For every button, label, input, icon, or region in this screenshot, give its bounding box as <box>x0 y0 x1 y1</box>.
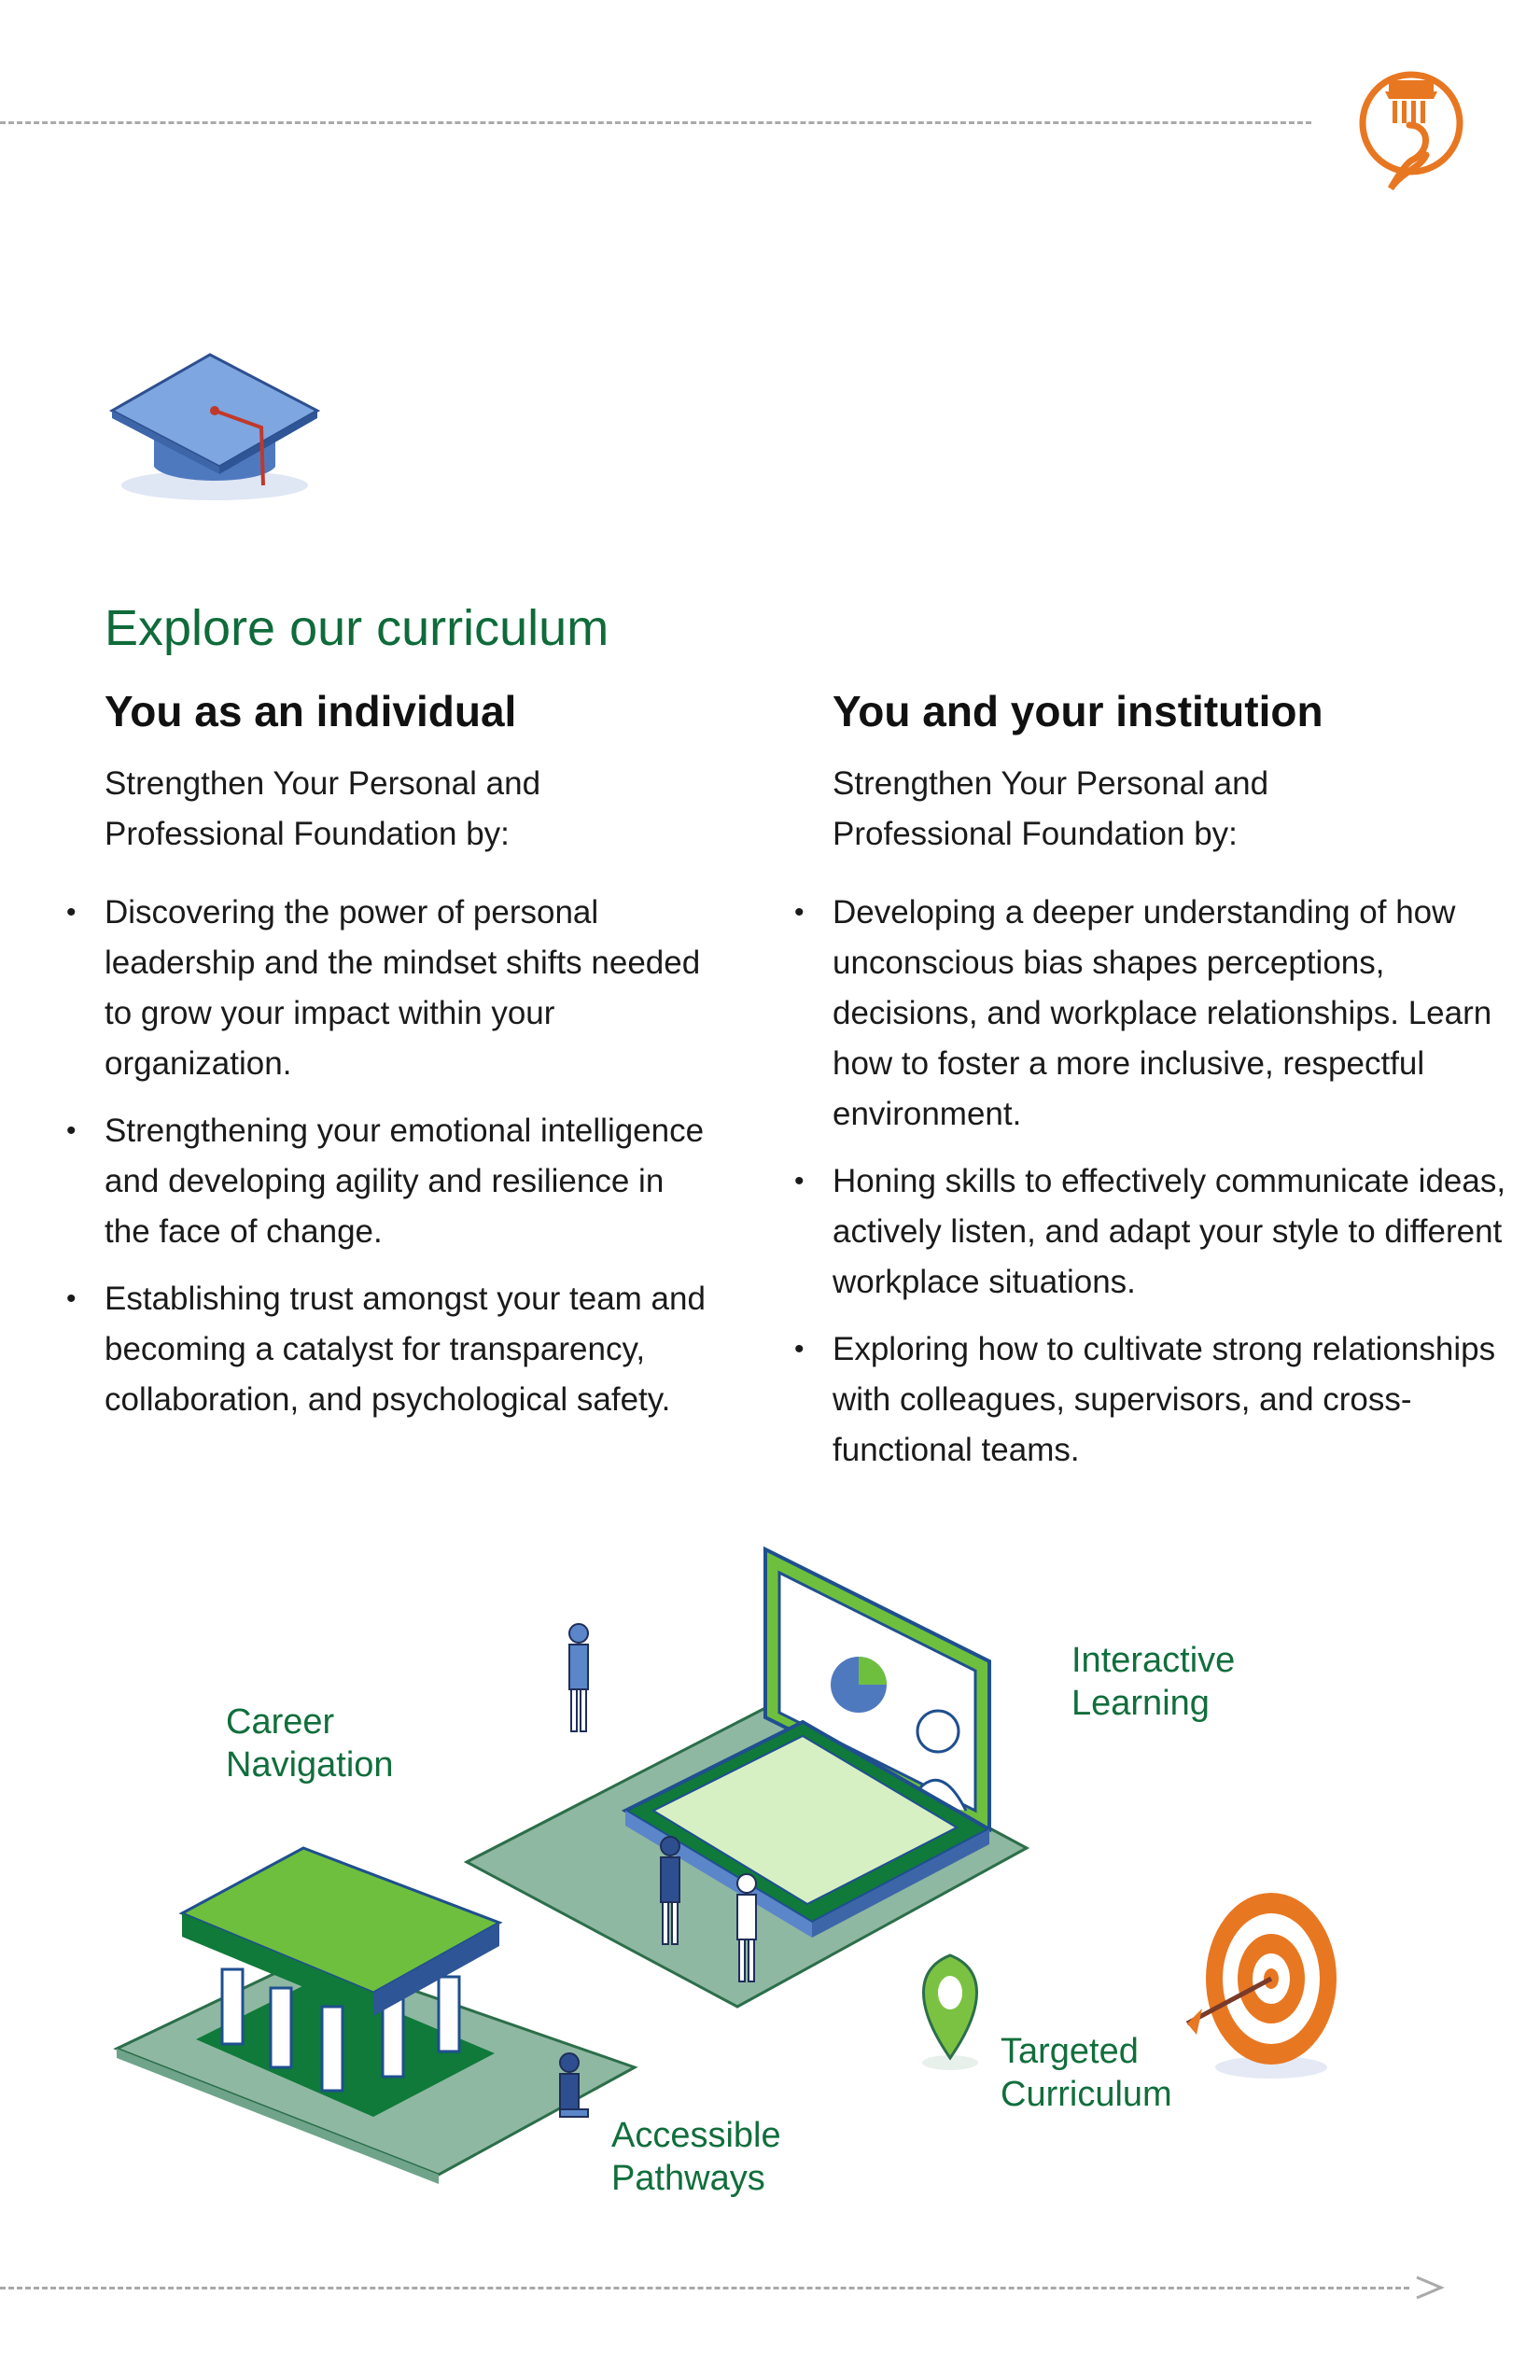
bullet-icon: • <box>66 1283 77 1314</box>
bullet-icon: • <box>66 1115 77 1146</box>
bullet-text: Establishing trust amongst your team and becoming a catalyst for transparency, collaboration, and psychological safety. <box>105 1281 706 1418</box>
logo-icon <box>1344 58 1475 198</box>
graduation-cap-icon <box>103 345 336 513</box>
label-line: Career <box>226 1702 335 1742</box>
list-item <box>791 888 1519 1140</box>
institution-intro-line-2: Professional Foundation by: <box>833 816 1238 852</box>
location-pin-icon <box>922 1955 978 2070</box>
top-divider <box>0 121 1311 124</box>
label-interactive-learning <box>1071 1639 1235 1725</box>
label-line: Curriculum <box>1001 2075 1172 2114</box>
list-item <box>63 1274 717 1425</box>
individual-intro-line-2: Professional Foundation by: <box>105 816 510 852</box>
label-accessible-pathways <box>611 2114 781 2200</box>
target-icon <box>1187 1893 1337 2079</box>
institution-intro-line-1: Strengthen Your Personal and <box>833 765 1269 802</box>
institution-intro <box>833 759 1519 860</box>
label-line: Interactive <box>1071 1641 1236 1680</box>
institution-heading: You and your institution <box>833 687 1323 735</box>
bullet-text: Honing skills to effectively communicate ideas, actively listen, and adapt your style to different workplace situations. <box>833 1163 1506 1300</box>
bullet-text: Discovering the power of personal leadership and the mindset shifts needed to grow your impact within your organization. <box>105 894 701 1082</box>
label-line: Accessible <box>611 2116 781 2155</box>
individual-heading: You as an individual <box>105 687 517 735</box>
bullet-text: Developing a deeper understanding of how unconscious bias shapes perceptions, decisions, and workplace relationships. Learn how to foster a more inclusive, respectful environment. <box>833 894 1492 1132</box>
label-line: Targeted <box>1001 2032 1139 2071</box>
individual-column <box>63 686 717 1442</box>
list-item <box>791 1324 1519 1476</box>
bullet-icon: • <box>794 1334 805 1365</box>
bullet-icon: • <box>794 1166 805 1197</box>
section-title: Explore our curriculum <box>105 600 609 656</box>
list-item <box>791 1156 1519 1308</box>
individual-intro <box>105 759 717 860</box>
individual-intro-line-1: Strengthen Your Personal and <box>105 765 541 802</box>
institution-column <box>791 686 1519 1492</box>
bullet-text: Strengthening your emotional intelligence and developing agility and resilience in the face of change. <box>105 1113 705 1250</box>
label-line: Learning <box>1071 1684 1210 1723</box>
label-line: Navigation <box>226 1745 394 1785</box>
institution-bullet-list <box>791 888 1519 1476</box>
label-line: Pathways <box>611 2159 765 2198</box>
list-item <box>63 1106 717 1257</box>
bullet-icon: • <box>66 897 77 928</box>
bottom-divider <box>0 2287 1409 2289</box>
label-targeted-curriculum <box>1001 2030 1172 2116</box>
bullet-text: Exploring how to cultivate strong relationships with colleagues, supervisors, and cross-functional teams. <box>833 1331 1496 1468</box>
label-career-navigation <box>226 1701 394 1786</box>
individual-bullet-list <box>63 888 717 1425</box>
bottom-arrow-icon[interactable] <box>1411 2274 1449 2302</box>
bullet-icon: • <box>794 897 805 928</box>
list-item <box>63 888 717 1089</box>
person-icon <box>569 1624 588 1731</box>
